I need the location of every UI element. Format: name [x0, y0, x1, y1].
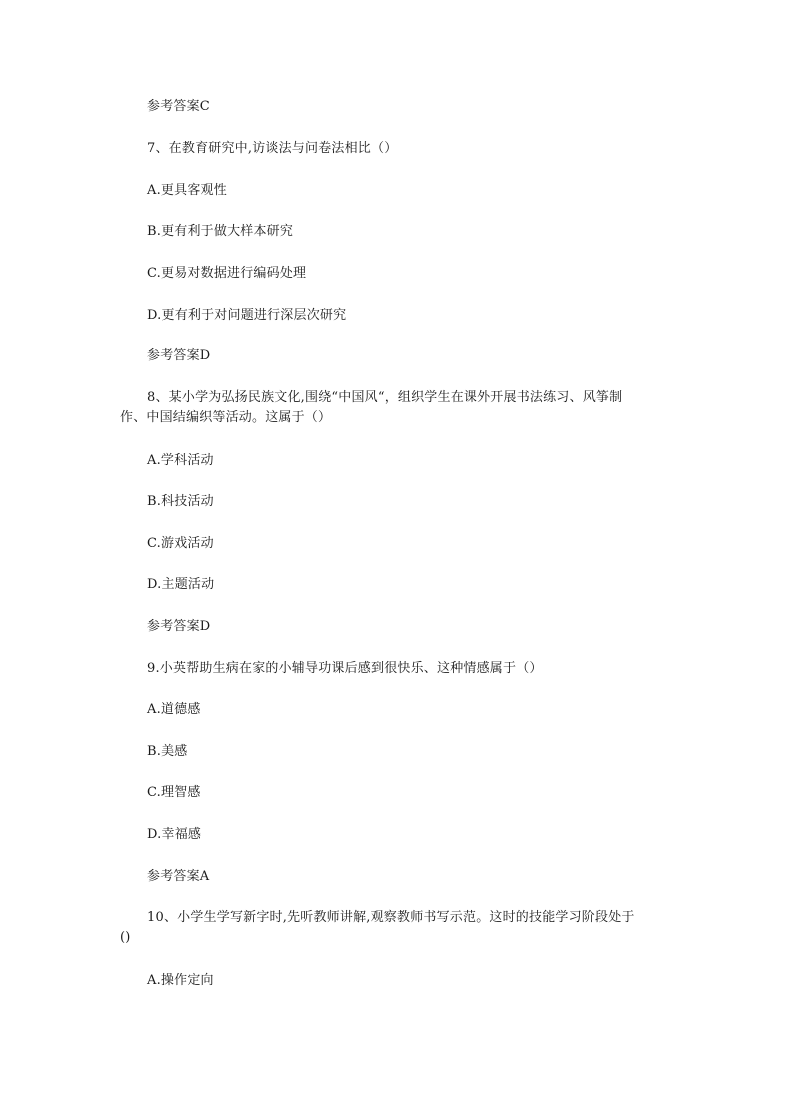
option-9a: A.道德感	[147, 702, 201, 717]
question-8-line-1: 8、某小学为弘扬民族文化,围绕“中国风“，组织学生在课外开展书法练习、风筝制	[147, 390, 623, 405]
question-10-line-1: 10、小学生学写新字时,先听教师讲解,观察教师书写示范。这时的技能学习阶段处于	[147, 910, 635, 925]
option-7d: D.更有利于对问题进行深层次研究	[147, 308, 347, 323]
question-10	[120, 908, 680, 948]
question-9: 9.小英帮助生病在家的小辅导功课后感到很快乐、这种情感属于（）	[147, 661, 543, 676]
option-9b: B.美感	[147, 744, 188, 759]
option-8a: A.学科活动	[147, 453, 214, 468]
option-7c: C.更易对数据进行编码处理	[147, 266, 307, 281]
option-10a: A.操作定向	[147, 973, 214, 988]
answer-line-q6: 参考答案C	[147, 99, 210, 114]
option-8d: D.主题活动	[147, 577, 215, 592]
question-8-line-2: 作、中国结编织等活动。这属于（）	[120, 410, 332, 425]
question-7: 7、在教育研究中,访谈法与问卷法相比（）	[147, 141, 398, 156]
option-7b: B.更有利于做大样本研究	[147, 224, 294, 239]
option-9c: C.理智感	[147, 785, 201, 800]
option-8b: B.科技活动	[147, 494, 214, 509]
option-8c: C.游戏活动	[147, 536, 214, 551]
option-7a: A.更具客观性	[147, 183, 227, 198]
question-10-line-2: ()	[120, 930, 131, 945]
question-8	[120, 388, 680, 428]
answer-line-q9: 参考答案A	[147, 869, 210, 884]
answer-line-q7: 参考答案D	[147, 348, 211, 363]
answer-line-q8: 参考答案D	[147, 619, 211, 634]
option-9d: D.幸福感	[147, 827, 202, 842]
